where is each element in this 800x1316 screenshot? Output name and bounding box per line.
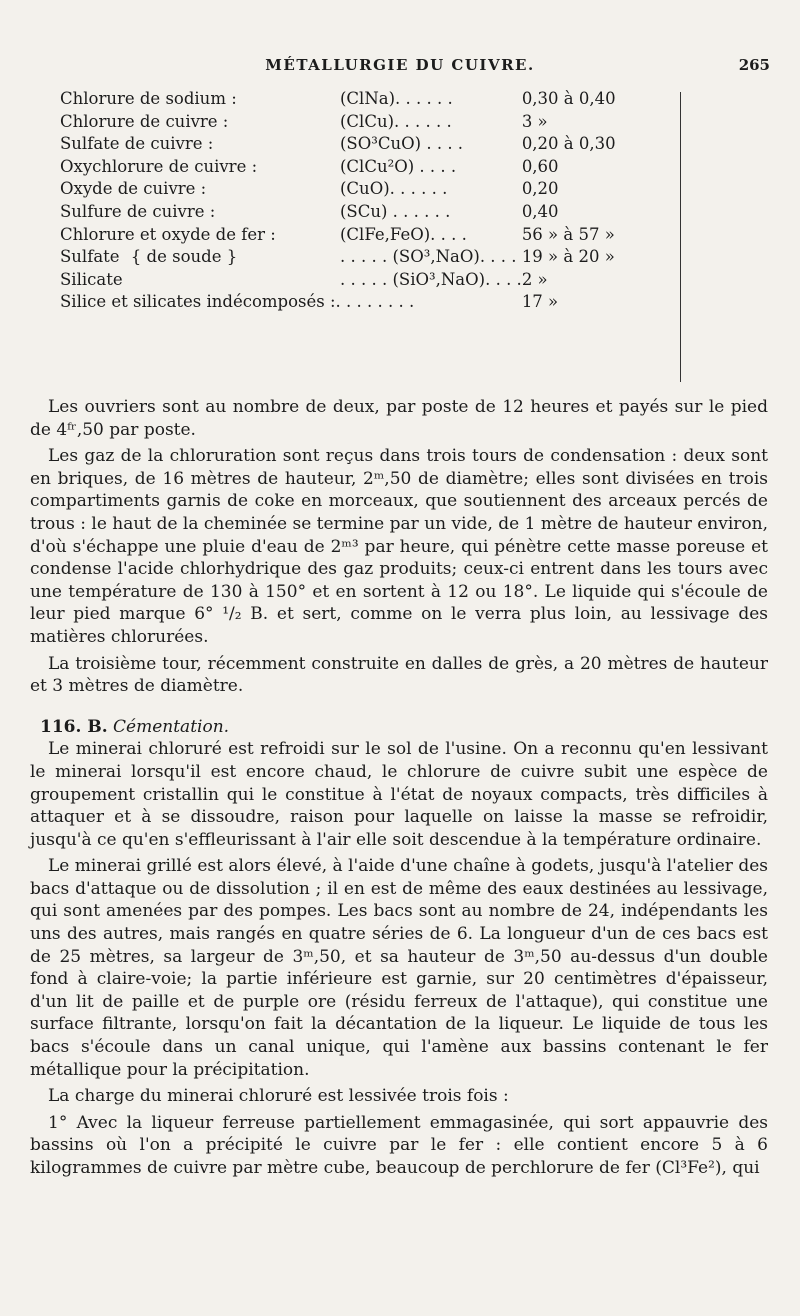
compound-formula: (SO³CuO) . . . .	[340, 134, 464, 154]
compound-formula: . . . . . (SO³,NaO). . . .	[340, 247, 517, 267]
compound-name: Sulfure de cuivre :	[60, 201, 216, 221]
compound-value: 3 »	[521, 111, 548, 131]
table-row	[60, 133, 690, 156]
page-number: 265	[738, 56, 770, 74]
compound-value: 0,20 à 0,30	[521, 134, 616, 154]
compound-value: 0,30 à 0,40	[521, 89, 616, 108]
brace-label: de soude	[146, 247, 222, 267]
compound-value: 2 »	[521, 269, 548, 289]
composition-table	[60, 88, 690, 314]
compound-formula: (SCu) . . . . . .	[340, 201, 451, 221]
paragraph: Le minerai chloruré est refroidi sur le sol de l'usine. On a reconnu qu'en lessivant le minerai lorsqu'il est encore chaud, le chlorure de cuivre subit une espèce de groupement cristallin qui le constitue à l'état de noyaux compacts, très difficiles à attaquer et à se dissoudre, raison pour laquelle on laisse la masse se refroidir, jusqu'à ce qu'en s'effleurissant à l'air elle soit descendue à la température ordinaire.	[30, 739, 768, 850]
table-row	[60, 246, 690, 269]
compound-name: Oxyde de cuivre :	[60, 179, 207, 199]
compound-name: Chlorure de cuivre :	[60, 111, 229, 131]
compound-formula: (CuO). . . . . .	[340, 179, 448, 199]
compound-value: 17 »	[521, 292, 559, 312]
compound-value: 0,40	[521, 201, 559, 221]
paragraph: La charge du minerai chloruré est lessivée trois fois :	[48, 1086, 509, 1107]
table-row	[60, 178, 690, 201]
compound-value: 19 » à 20 »	[521, 247, 615, 267]
table-row	[60, 224, 690, 247]
left-brace: {	[130, 247, 142, 267]
paragraph: 1° Avec la liqueur ferreuse partiellement emmagasinée, qui sort appauvrie des bassins où l'on a précipité le cuivre par le fer : elle contient encore 5 à 6 kilogrammes de cuivre par mètre cube, beaucoup de perchlorure de fer (Cl³Fe²), qui	[30, 1112, 768, 1178]
table-row	[60, 291, 690, 314]
paragraph: Le minerai grillé est alors élevé, à l'aide d'une chaîne à godets, jusqu'à l'atelier des bacs d'attaque ou de dissolution ; il en est de même des eaux destinées au lessivage, qui sont amenées par des pompes. Les bacs sont au nombre de 24, indépendants les uns des autres, mais rangés en quatre séries de 6. La longueur d'un de ces bacs est de 25 mètres, sa largeur de 3ᵐ,50, et sa hauteur de 3ᵐ,50 au-dessus d'un double fond à claire-voie; la partie inférieure est garnie, sur 20 centimètres d'épaisseur, d'un lit de paille et de purple ore (résidu ferreux de l'attaque), qui constitue une surface filtrante, lorsqu'on fait la décantation de la liqueur. Le liquide de tous les bacs s'écoule dans un canal unique, qui l'amène aux bassins contenant le fer métallique pour la précipitation.	[30, 856, 768, 1080]
compound-formula: . . . . . (SiO³,NaO). . . .	[340, 269, 522, 289]
table-row	[60, 269, 690, 292]
table-row	[60, 201, 690, 224]
paragraph: Les ouvriers sont au nombre de deux, par poste de 12 heures et payés sur le pied de 4ᶠʳ,50 par poste.	[30, 397, 768, 440]
compound-value: 0,20	[521, 179, 559, 199]
right-brace: }	[226, 247, 238, 267]
running-title: MÉTALLURGIE DU CUIVRE.	[265, 56, 535, 74]
compound-name: Silice et silicates indécomposés :. . . . . . . .	[60, 292, 415, 312]
section-number: 116. B.	[40, 716, 108, 737]
paragraph: La troisième tour, récemment construite en dalles de grès, a 20 mètres de hauteur et 3 mètres de diamètre.	[30, 653, 768, 697]
compound-formula: (ClFe,FeO). . . .	[340, 224, 467, 244]
compound-name: Sulfate de cuivre :	[60, 134, 214, 154]
table-row	[60, 88, 690, 111]
compound-value: 56 » à 57 »	[521, 224, 615, 244]
compound-name: Silicate	[60, 269, 123, 289]
compound-formula: (ClNa). . . . . .	[340, 89, 453, 108]
compound-name: Chlorure et oxyde de fer :	[60, 224, 276, 244]
compound-value: 0,60	[521, 156, 559, 176]
compound-name: Oxychlorure de cuivre :	[60, 156, 258, 176]
section-heading	[30, 716, 768, 739]
compound-formula: (ClCu²O) . . . .	[340, 156, 457, 176]
section-title: Cémentation.	[113, 716, 230, 737]
table-row	[60, 156, 690, 179]
table-bracket	[670, 92, 681, 382]
compound-formula: (ClCu). . . . . .	[340, 111, 452, 131]
running-header	[0, 56, 800, 78]
body-text	[30, 396, 768, 1180]
compound-name: Chlorure de sodium :	[60, 89, 237, 108]
paragraph: Les gaz de la chloruration sont reçus dans trois tours de condensation : deux sont en briques, de 16 mètres de hauteur, 2ᵐ,50 de diamètre; elles sont divisées en trois compartiments garnis de coke en morceaux, que soutiennent des arceaux percés de trous : le haut de la cheminée se termine par un vide, de 1 mètre de hauteur environ, d'où s'échappe une pluie d'eau de 2ᵐ³ par heure, qui pénètre cette masse poreuse et condense l'acide chlorhydrique des gaz produits; ceux-ci entrent dans les tours avec une température de 130 à 150° et en sortent à 12 ou 18°. Le liquide qui s'écoule de leur pied marque 6° ¹/₂ B. et sert, comme on le verra plus loin, au lessivage des matières chlorurées.	[30, 446, 768, 647]
table-row	[60, 111, 690, 134]
compound-name: Sulfate	[60, 247, 120, 267]
